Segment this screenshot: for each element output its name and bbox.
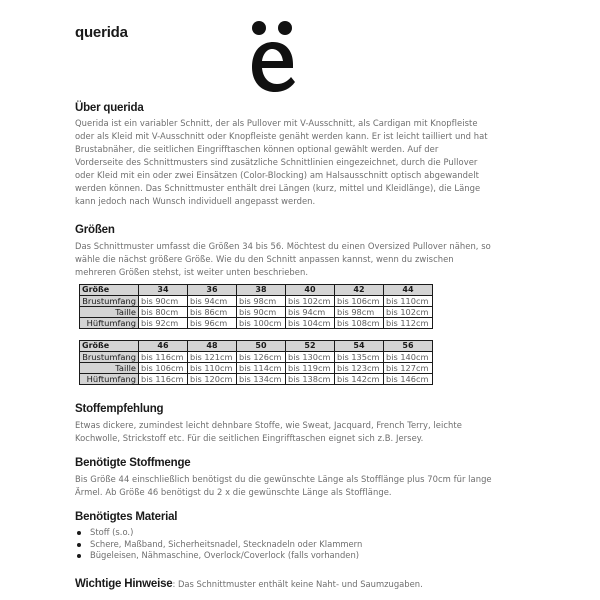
measure-label: Hüftumfang: [80, 318, 139, 329]
table-row: [80, 363, 433, 374]
measure-value: bis 104cm: [286, 318, 335, 329]
amount-heading: Benötigte Stoffmenge: [75, 457, 191, 469]
sizes-text: [75, 240, 530, 279]
size-table-1: [79, 284, 433, 329]
table-row: [80, 307, 433, 318]
about-line: kann jedoch nach Wunsch individuell angepasst werden.: [75, 196, 316, 206]
measure-value: bis 112cm: [384, 318, 433, 329]
bullet-icon: [77, 554, 81, 558]
measure-value: bis 98cm: [335, 307, 384, 318]
measure-value: bis 90cm: [237, 307, 286, 318]
fabric-line: Etwas dickere, zumindest leicht dehnbare Stoffe, wie Sweat, Jacquard, French Terry, leichte: [75, 420, 462, 430]
measure-value: bis 134cm: [237, 374, 286, 385]
measure-value: bis 80cm: [139, 307, 188, 318]
notes-text: : Das Schnittmuster enthält keine Naht- und Saumzugaben.: [172, 579, 423, 589]
fabric-heading: Stoffempfehlung: [75, 403, 164, 415]
size-header: 34: [139, 285, 188, 296]
list-item-text: Stoff (s.o.): [90, 527, 134, 537]
size-header: 54: [335, 341, 384, 352]
size-header: 38: [237, 285, 286, 296]
measure-value: bis 94cm: [188, 296, 237, 307]
measure-value: bis 135cm: [335, 352, 384, 363]
measure-value: bis 126cm: [237, 352, 286, 363]
measure-value: bis 108cm: [335, 318, 384, 329]
measure-value: bis 94cm: [286, 307, 335, 318]
about-line: Vorderseite des Schnittmusters sind zusätzliche Schnittlinien eingezeichnet, durch die Pullover: [75, 157, 478, 167]
measure-value: bis 102cm: [384, 307, 433, 318]
measure-label: Brustumfang: [80, 296, 139, 307]
measure-label: Taille: [80, 363, 139, 374]
notes-line: [75, 578, 423, 590]
measure-value: bis 116cm: [139, 374, 188, 385]
about-line: oder Kleid mit ein oder zwei Einsätzen (Color-Blocking) am Halsausschnitt optisch abgewandelt: [75, 170, 479, 180]
measure-value: bis 106cm: [139, 363, 188, 374]
list-item: [75, 550, 362, 562]
table-row: [80, 296, 433, 307]
bullet-icon: [77, 531, 81, 535]
size-header: 42: [335, 285, 384, 296]
size-table-corner: Größe: [80, 285, 139, 296]
size-table-corner: Größe: [80, 341, 139, 352]
measure-value: bis 138cm: [286, 374, 335, 385]
fabric-text: [75, 419, 530, 445]
list-item-text: Schere, Maßband, Sicherheitsnadel, Stecknadeln oder Klammern: [90, 538, 363, 549]
list-item-text: Bügeleisen, Nähmaschine, Overlock/Coverlock (falls vorhanden): [90, 550, 360, 560]
size-header: 40: [286, 285, 335, 296]
measure-value: bis 146cm: [384, 374, 433, 385]
list-item: [75, 539, 362, 551]
measure-value: bis 142cm: [335, 374, 384, 385]
measure-value: bis 140cm: [384, 352, 433, 363]
measure-value: bis 100cm: [237, 318, 286, 329]
notes-heading: Wichtige Hinweise: [75, 578, 173, 590]
table-row: [80, 352, 433, 363]
size-header: 56: [384, 341, 433, 352]
measure-value: bis 130cm: [286, 352, 335, 363]
measure-value: bis 116cm: [139, 352, 188, 363]
size-header: 36: [188, 285, 237, 296]
measure-value: bis 120cm: [188, 374, 237, 385]
about-line: oder als Kleid mit V-Ausschnitt oder Knopfleiste genäht werden kann. Er ist leicht tailliert und hat: [75, 131, 488, 141]
measure-value: bis 92cm: [139, 318, 188, 329]
measure-value: bis 110cm: [188, 363, 237, 374]
amount-line: Bis Größe 44 einschließlich benötigst du die gewünschte Länge als Stofflänge plus 70cm für lange: [75, 474, 492, 484]
measure-label: Taille: [80, 307, 139, 318]
measure-value: bis 86cm: [188, 307, 237, 318]
bullet-icon: [77, 543, 81, 547]
about-text: [75, 117, 530, 208]
size-header: 50: [237, 341, 286, 352]
size-header: 52: [286, 341, 335, 352]
e-umlaut-logo-icon: [240, 12, 304, 96]
size-header: 46: [139, 341, 188, 352]
measure-value: bis 127cm: [384, 363, 433, 374]
materials-list: [75, 527, 362, 562]
materials-heading: Benötigtes Material: [75, 511, 178, 523]
measure-value: bis 119cm: [286, 363, 335, 374]
brand-name: querida: [75, 24, 128, 41]
about-line: Brustabnäher, die seitlichen Eingrifftaschen können optional gewählt werden. Auf der: [75, 144, 439, 154]
measure-value: bis 123cm: [335, 363, 384, 374]
measure-label: Hüftumfang: [80, 374, 139, 385]
size-header: 48: [188, 341, 237, 352]
amount-text: [75, 473, 530, 499]
measure-label: Brustumfang: [80, 352, 139, 363]
measure-value: bis 102cm: [286, 296, 335, 307]
measure-value: bis 110cm: [384, 296, 433, 307]
table-row: [80, 318, 433, 329]
about-line: werden können. Das Schnittmuster enthält drei Längen (kurz, mittel und Kleidlänge), die Länge: [75, 183, 481, 193]
measure-value: bis 121cm: [188, 352, 237, 363]
fabric-line: Kochwolle, Strickstoff etc. Für die seitlichen Eingrifftaschen eignet sich z.B. Jersey.: [75, 433, 424, 443]
measure-value: bis 90cm: [139, 296, 188, 307]
about-line: Querida ist ein variabler Schnitt, der als Pullover mit V-Ausschnitt, als Cardigan mit Knopfleiste: [75, 118, 478, 128]
size-table-2: [79, 340, 433, 385]
amount-line: Ärmel. Ab Größe 46 benötigst du 2 x die gewünschte Länge als Stofflänge.: [75, 487, 392, 497]
measure-value: bis 98cm: [237, 296, 286, 307]
about-heading: Über querida: [75, 102, 144, 114]
measure-value: bis 96cm: [188, 318, 237, 329]
list-item: [75, 527, 362, 539]
sizes-line: wähle die nächst größere Größe. Wie du den Schnitt anpassen kannst, wenn du zwischen: [75, 254, 454, 264]
measure-value: bis 114cm: [237, 363, 286, 374]
measure-value: bis 106cm: [335, 296, 384, 307]
table-row: [80, 374, 433, 385]
sizes-line: Das Schnittmuster umfasst die Größen 34 bis 56. Möchtest du einen Oversized Pullover nähen, so: [75, 241, 491, 251]
size-header: 44: [384, 285, 433, 296]
sizes-line: mehreren Größen stehst, ist weiter unten beschrieben.: [75, 267, 309, 277]
sizes-heading: Größen: [75, 224, 115, 236]
